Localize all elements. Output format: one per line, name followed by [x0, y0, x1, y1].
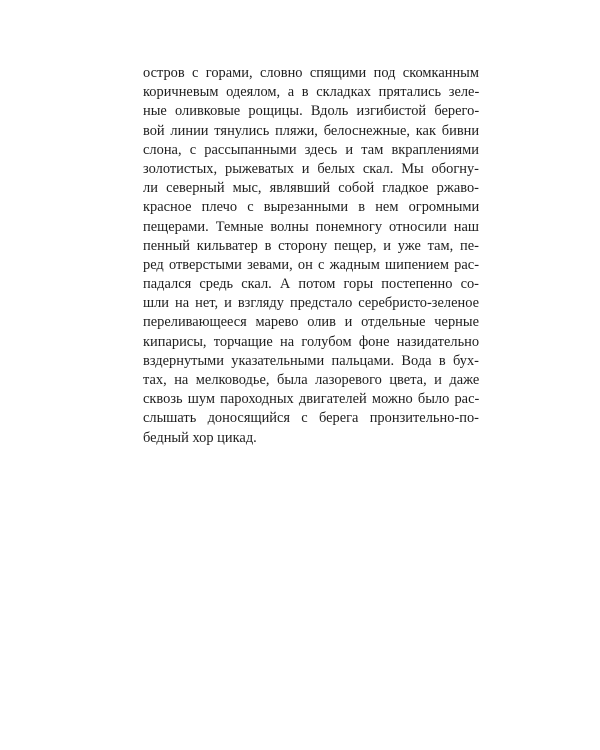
body-paragraph — [143, 64, 479, 448]
text-line: пенный кильватер в сторону пещер, и уже там, пе- — [143, 237, 479, 254]
text-line: пещерами. Темные волны понемногу относили наш — [143, 218, 479, 235]
text-line: коричневым одеялом, а в складках прятались зеле- — [143, 84, 479, 101]
text-line: ные оливковые рощицы. Вдоль изгибистой берего- — [143, 103, 479, 120]
text-line: красное плечо с вырезанными в нем огромными — [143, 199, 479, 216]
text-line: бедный хор цикад. — [143, 429, 257, 446]
text-line: вой линии тянулись пляжи, белоснежные, как бивни — [143, 122, 479, 139]
text-line: ли северный мыс, являвший собой гладкое ржаво- — [143, 180, 479, 197]
text-line: тах, на мелководье, была лазоревого цвета, и даже — [143, 372, 479, 388]
text-line: падался средь скал. А потом горы постепенно со- — [143, 276, 479, 293]
text-line: сквозь шум пароходных двигателей можно было рас- — [143, 391, 479, 408]
text-line: слона, с рассыпанными здесь и там вкраплениями — [143, 141, 479, 158]
text-line: золотистых, рыжеватых и белых скал. Мы обогну- — [143, 160, 479, 177]
text-line: кипарисы, торчащие на голубом фоне назидательно — [143, 333, 479, 350]
text-line: переливающееся марево олив и отдельные черные — [143, 314, 479, 331]
text-line: вздернутыми указательными пальцами. Вода в бух- — [143, 352, 479, 369]
text-line: остров с горами, словно спящими под скомканным — [143, 65, 479, 81]
text-line: шли на нет, и взгляду предстало серебристо-зеленое — [143, 295, 479, 312]
text-line: слышать доносящийся с берега пронзительно-по- — [143, 410, 479, 427]
text-line: ред отверстыми зевами, он с жадным шипением рас- — [143, 256, 479, 273]
